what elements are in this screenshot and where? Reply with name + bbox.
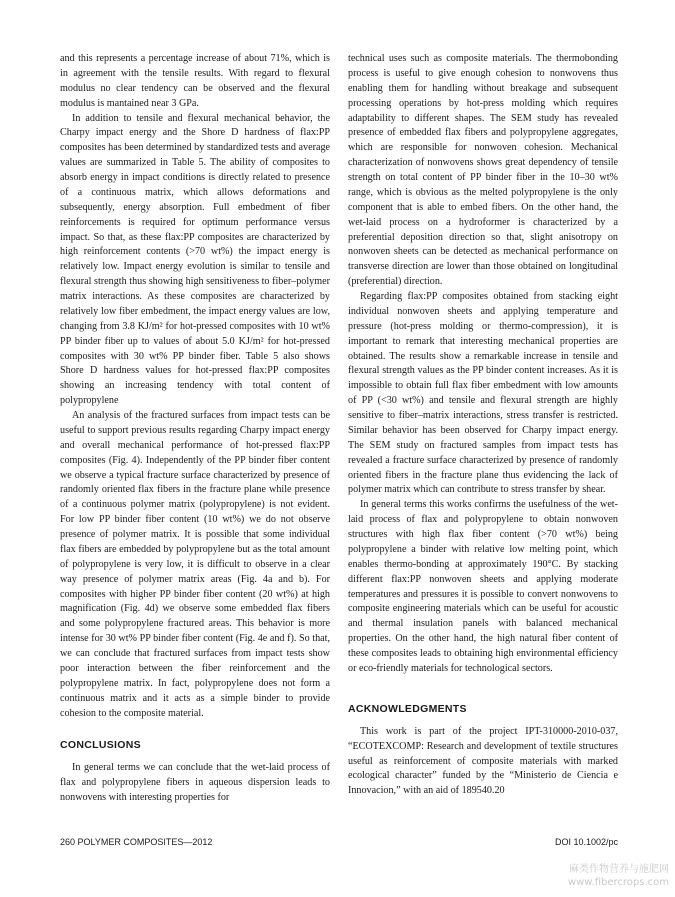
body-paragraph: In addition to tensile and flexural mechanical behavior, the Charpy impact energy and the Shore D hardness of flax:PP composites has been determined by standardized tests and average values are summarized in Table 5. The ability of composites to absorb energy in impact conditions is directly related to presence of a continuous matrix, which allows deformations and subsequently, energy absorption. Full embedment of fiber reinforcements is required for optimum performance versus impact. So that, as these flax:PP composites are characterized by high reinforcement contents (>70 wt%) the impact energy is relatively low. Impact energy evolution is similar to tensile and flexural strength thus showing high sensitiveness to fiber–polymer matrix interactions. As these composites are characterized by relatively low fiber embedment, the impact energy values are low, changing from 3.8 KJ/m² for hot-pressed composites with 10 wt% PP binder fiber up to values of about 5.0 KJ/m² for hot-pressed composites with 30 wt% PP binder fiber. Table 5 also shows Shore D hardness values for hot-pressed flax:PP composites showing an increasing tendency with total content of polypropylene (60, 112, 330, 407)
section-heading-acknowledgments: ACKNOWLEDGMENTS (348, 702, 467, 715)
acknowledgments-paragraph: This work is part of the project IPT-310000-2010-037, “ECOTEXCOMP: Research and development of textile structures useful as reinforcement of composite materials with marked ecological character” funded by the “Ministerio de Ciencia e Innovacion,” with an aid of 189540.20 (348, 725, 618, 797)
footer-journal-page: 260 POLYMER COMPOSITES—2012 (60, 837, 213, 847)
left-column (60, 52, 330, 806)
body-paragraph: and this represents a percentage increase of about 71%, which is in agreement with the tensile results. With regard to flexural modulus no clear tendency can be observed and the flexural modulus is mantained near 3 GPa. (60, 53, 330, 109)
body-paragraph: technical uses such as composite materials. The thermobonding process is useful to give enough cohesion to nonwovens thus enabling them for handling without breakage and subsequent processing operations by hot-press molding which requires adaptability to different shapes. The SEM study has revealed presence of embedded flax fibers and polypropylene aggregates, which are responsible for nonwoven cohesion. Mechanical characterization of nonwovens shows great dependency of tensile strength on total content of PP binder fiber in the 10–30 wt% range, which is obvious as the melted polypropylene is the only component that is able to embed fibers. On the other hand, the wet-laid process on a hydroformer is characterized by a preferential deposition direction so that, slight anisotropy on nonwoven sheets can be detected as mechanical performance on transverse direction are lower than those obtained on longitudinal (preferential) direction. (348, 53, 618, 288)
watermark (568, 863, 669, 889)
footer-doi: DOI 10.1002/pc (554, 837, 618, 847)
section-heading-conclusions: CONCLUSIONS (60, 739, 141, 752)
right-column (348, 52, 618, 799)
watermark-site-name: 麻类作物营养与施肥网 (569, 864, 669, 875)
watermark-url: www.fibercrops.com (567, 877, 669, 888)
body-paragraph: An analysis of the fractured surfaces from impact tests can be useful to support previous results regarding Charpy impact energy and overall mechanical performance of hot-pressed flax:PP composites (Fig. 4). Independently of the PP binder fiber content we observe a typical fracture surface characterized by presence of randomly oriented flax fibers in the fracture plane while presence of a continuous polymer matrix (polypropylene) is not evident. For low PP binder fiber content (10 wt%) we do not observe presence of polymer matrix. It is possible that some individual flax fibers are embedded by polypropylene but as the total amount of polypropylene is very low, it is difficult to observe in a clear way presence of polymer matrix areas (Fig. 4a and b). For composites with higher PP binder fiber content (20 wt%) at high magnification (Fig. 4d) we observe some embedded flax fibers and some polypropylene fractured areas. This behavior is more intense for 30 wt% PP binder fiber content (Fig. 4e and f). So that, we can conclude that fractured surfaces from impact tests show poor interaction between the fiber reinforcement and the polypropylene matrix. In fact, polypropylene does not form a continuous matrix and it acts as a simple binder to provide cohesion to the composite material. (60, 410, 330, 719)
body-paragraph: Regarding flax:PP composites obtained from stacking eight individual nonwoven sheets and applying temperature and pressure (hot-press molding or thermo-compression), it is important to remark that interesting mechanical properties are obtained. The results show a remarkable increase in tensile and flexural strength values as the PP binder content increases. As it is impossible to obtain full flax fiber embedment with low amounts of PP (<30 wt%) and tensile and flexural strength are highly sensitive to fiber–matrix interactions, stress transfer is restricted. Similar behavior has been observed for Charpy impact energy. The SEM study on fractured samples from impact tests has revealed a fracture surface characterized by presence of randomly oriented fibers in the fracture plane thus evidencing the lack of polymer matrix which can contribute to stress transfer by shear. (348, 291, 618, 496)
conclusions-paragraph: In general terms we can conclude that the wet-laid process of flax and polypropylene fibers in aqueous dispersion leads to nonwovens with interesting properties for (60, 762, 330, 804)
body-paragraph: In general terms this works confirms the usefulness of the wet-laid process of flax and polypropylene to obtain nonwoven structures with high flax fiber content (>70 wt%) being polypropylene a binder with relative low melting point, which enables thermo-bonding at approximately 190°C. By stacking different flax:PP nonwoven sheets and applying moderate temperatures and pressures it is possible to convert nonwovens to composite engineering materials which can be useful for acoustic and thermal insulation panels with balanced mechanical properties. On the other hand, the high natural fiber content of these composites leads to obtaining high environmental efficiency or eco-friendly materials for technological sectors. (348, 499, 618, 674)
